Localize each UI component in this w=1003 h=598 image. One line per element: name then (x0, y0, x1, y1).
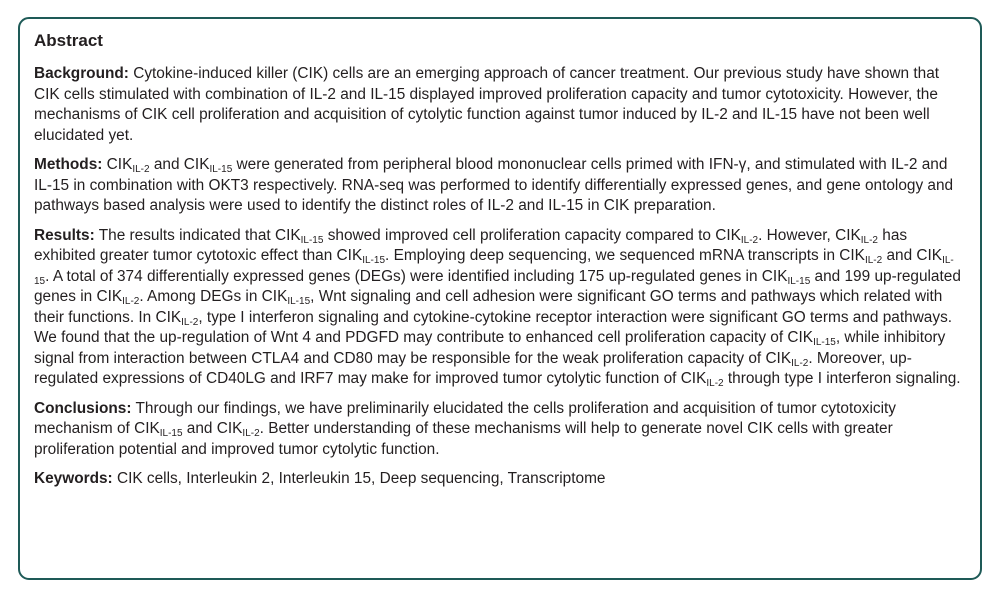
subscript: IL-15 (813, 337, 836, 348)
subscript: IL-2 (242, 428, 260, 439)
abstract-heading: Abstract (34, 31, 103, 50)
text-run: and CIK (182, 420, 243, 437)
background-text: Cytokine-induced killer (CIK) cells are an emerging approach of cancer treatment. Our previous study have shown that CIK cells stimulated with combination of IL-2 and IL-15 displayed improved proliferation capacity and tumor cytotoxicity. However, the mechanisms of CIK cell proliferation and acquisition of cytolytic function against tumor induced by IL-2 and IL-15 have not been well elucidated yet. (34, 65, 940, 144)
methods-section (34, 155, 966, 217)
text-run: . However, CIK (758, 226, 861, 244)
conclusions-section (34, 399, 966, 461)
keywords-text: CIK cells, Interleukin 2, Interleukin 15, Deep sequencing, Transcriptome (112, 470, 606, 487)
text-run: , while inhibitory signal from interaction between CTLA4 and CD80 may be responsible for the weak proliferation capacity of CIK (34, 329, 946, 367)
text-run: Through our findings, we have preliminarily elucidated the cells proliferation and acquisition of tumor cytotoxicity mechanism of CIK (34, 399, 896, 437)
text-run: showed improved cell proliferation capacity compared to CIK (323, 226, 741, 244)
text-run: and 199 up-regulated genes in CIK (34, 267, 961, 305)
text-run: CIK (102, 156, 133, 173)
subscript: IL-15 (300, 234, 324, 246)
text-run: and CIK (882, 247, 943, 264)
text-run: . Better understanding of these mechanisms will help to generate novel CIK cells with greater proliferation potential and improved tumor cytolytic function. (34, 420, 893, 458)
subscript: IL-15 (209, 164, 233, 175)
text-run: , Wnt signaling and cell adhesion were significant GO terms and pathways which related with their functions. In CIK (34, 288, 943, 326)
subscript: IL-15 (34, 255, 954, 287)
subscript: IL-2 (181, 316, 199, 328)
subscript: IL-2 (864, 255, 883, 266)
text-run: and CIK (149, 156, 210, 173)
text-run: , type I interferon signaling and cytokine-cytokine receptor interaction were significant GO terms and pathways. We found that the up-regulation of Wnt 4 and PDGFD may contribute to enhanced cell proliferation capacity of CIK (34, 308, 953, 346)
subscript: IL-15 (159, 428, 183, 439)
subscript: IL-2 (132, 164, 150, 175)
text-run: were generated from peripheral blood mononuclear cells primed with IFN-γ, and stimulated with IL-2 and IL-15 in combination with OKT3 respectively. RNA-seq was performed to identify differentially expressed genes, and gene ontology and pathways based analysis were used to identify the distinct roles of IL-2 and IL-15 in CIK preparation. (34, 156, 954, 214)
background-section (34, 64, 966, 146)
results-label: Results: (34, 226, 95, 244)
text-run: . A total of 374 differentially expressed genes (DEGs) were identified including 175 up-regulated genes in CIK (45, 267, 788, 285)
subscript: IL-2 (740, 234, 759, 246)
subscript: IL-2 (122, 296, 140, 307)
results-section (34, 226, 966, 390)
keywords-section (34, 469, 966, 490)
subscript: IL-2 (860, 234, 878, 246)
methods-label: Methods: (34, 156, 103, 173)
conclusions-label: Conclusions: (34, 399, 132, 417)
subscript: IL-15 (787, 275, 811, 287)
subscript: IL-2 (791, 357, 809, 369)
subscript: IL-15 (287, 296, 311, 307)
results-text (34, 227, 961, 388)
methods-text (34, 156, 953, 214)
background-label: Background: (34, 65, 129, 82)
text-run: . Among DEGs in CIK (139, 288, 288, 305)
subscript: IL-2 (706, 378, 724, 389)
text-run: . Moreover, up-regulated expressions of CD40LG and IRF7 may make for improved tumor cytolytic function of CIK (34, 349, 912, 387)
keywords-label: Keywords: (34, 470, 113, 487)
text-run: . Employing deep sequencing, we sequenced mRNA transcripts in CIK (385, 247, 865, 264)
subscript: IL-15 (362, 255, 386, 266)
text-run: The results indicated that CIK (94, 226, 301, 244)
text-run: through type I interferon signaling. (723, 370, 961, 387)
text-run: has exhibited greater tumor cytotoxic effect than CIK (34, 226, 908, 264)
conclusions-text (34, 400, 896, 458)
abstract-box (18, 17, 982, 580)
